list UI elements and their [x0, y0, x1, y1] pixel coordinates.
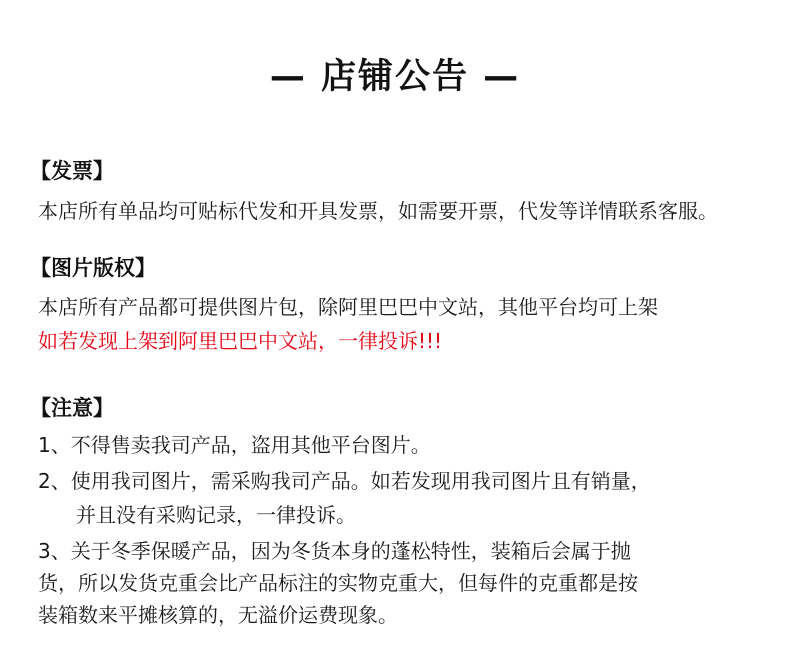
notice-heading: 【注意】	[30, 396, 114, 420]
notice-item-2-line-2: 并且没有采购记录，一律投诉。	[76, 503, 356, 527]
invoice-text: 本店所有单品均可贴标代发和开具发票，如需要开票，代发等详情联系客服。	[38, 199, 718, 223]
page-title: — 店铺公告 —	[269, 57, 521, 97]
notice-item-3-line-2: 货，所以发货克重会比产品标注的实物克重大，但每件的克重都是按	[38, 571, 638, 595]
copyright-text: 本店所有产品都可提供图片包，除阿里巴巴中文站，其他平台均可上架	[38, 295, 658, 319]
copyright-heading: 【图片版权】	[30, 256, 156, 280]
copyright-warning: 如若发现上架到阿里巴巴中文站，一律投诉!!!	[38, 329, 443, 353]
notice-item-3-line-3: 装箱数来平摊核算的，无溢价运费现象。	[38, 603, 398, 627]
notice-item-2-line-1: 2、使用我司图片，需采购我司产品。如若发现用我司图片且有销量，	[38, 469, 651, 493]
invoice-heading: 【发票】	[30, 159, 114, 183]
notice-item-3-line-1: 3、关于冬季保暖产品，因为冬货本身的蓬松特性，装箱后会属于抛	[38, 539, 631, 563]
notice-item-1: 1、不得售卖我司产品，盗用其他平台图片。	[38, 433, 431, 457]
